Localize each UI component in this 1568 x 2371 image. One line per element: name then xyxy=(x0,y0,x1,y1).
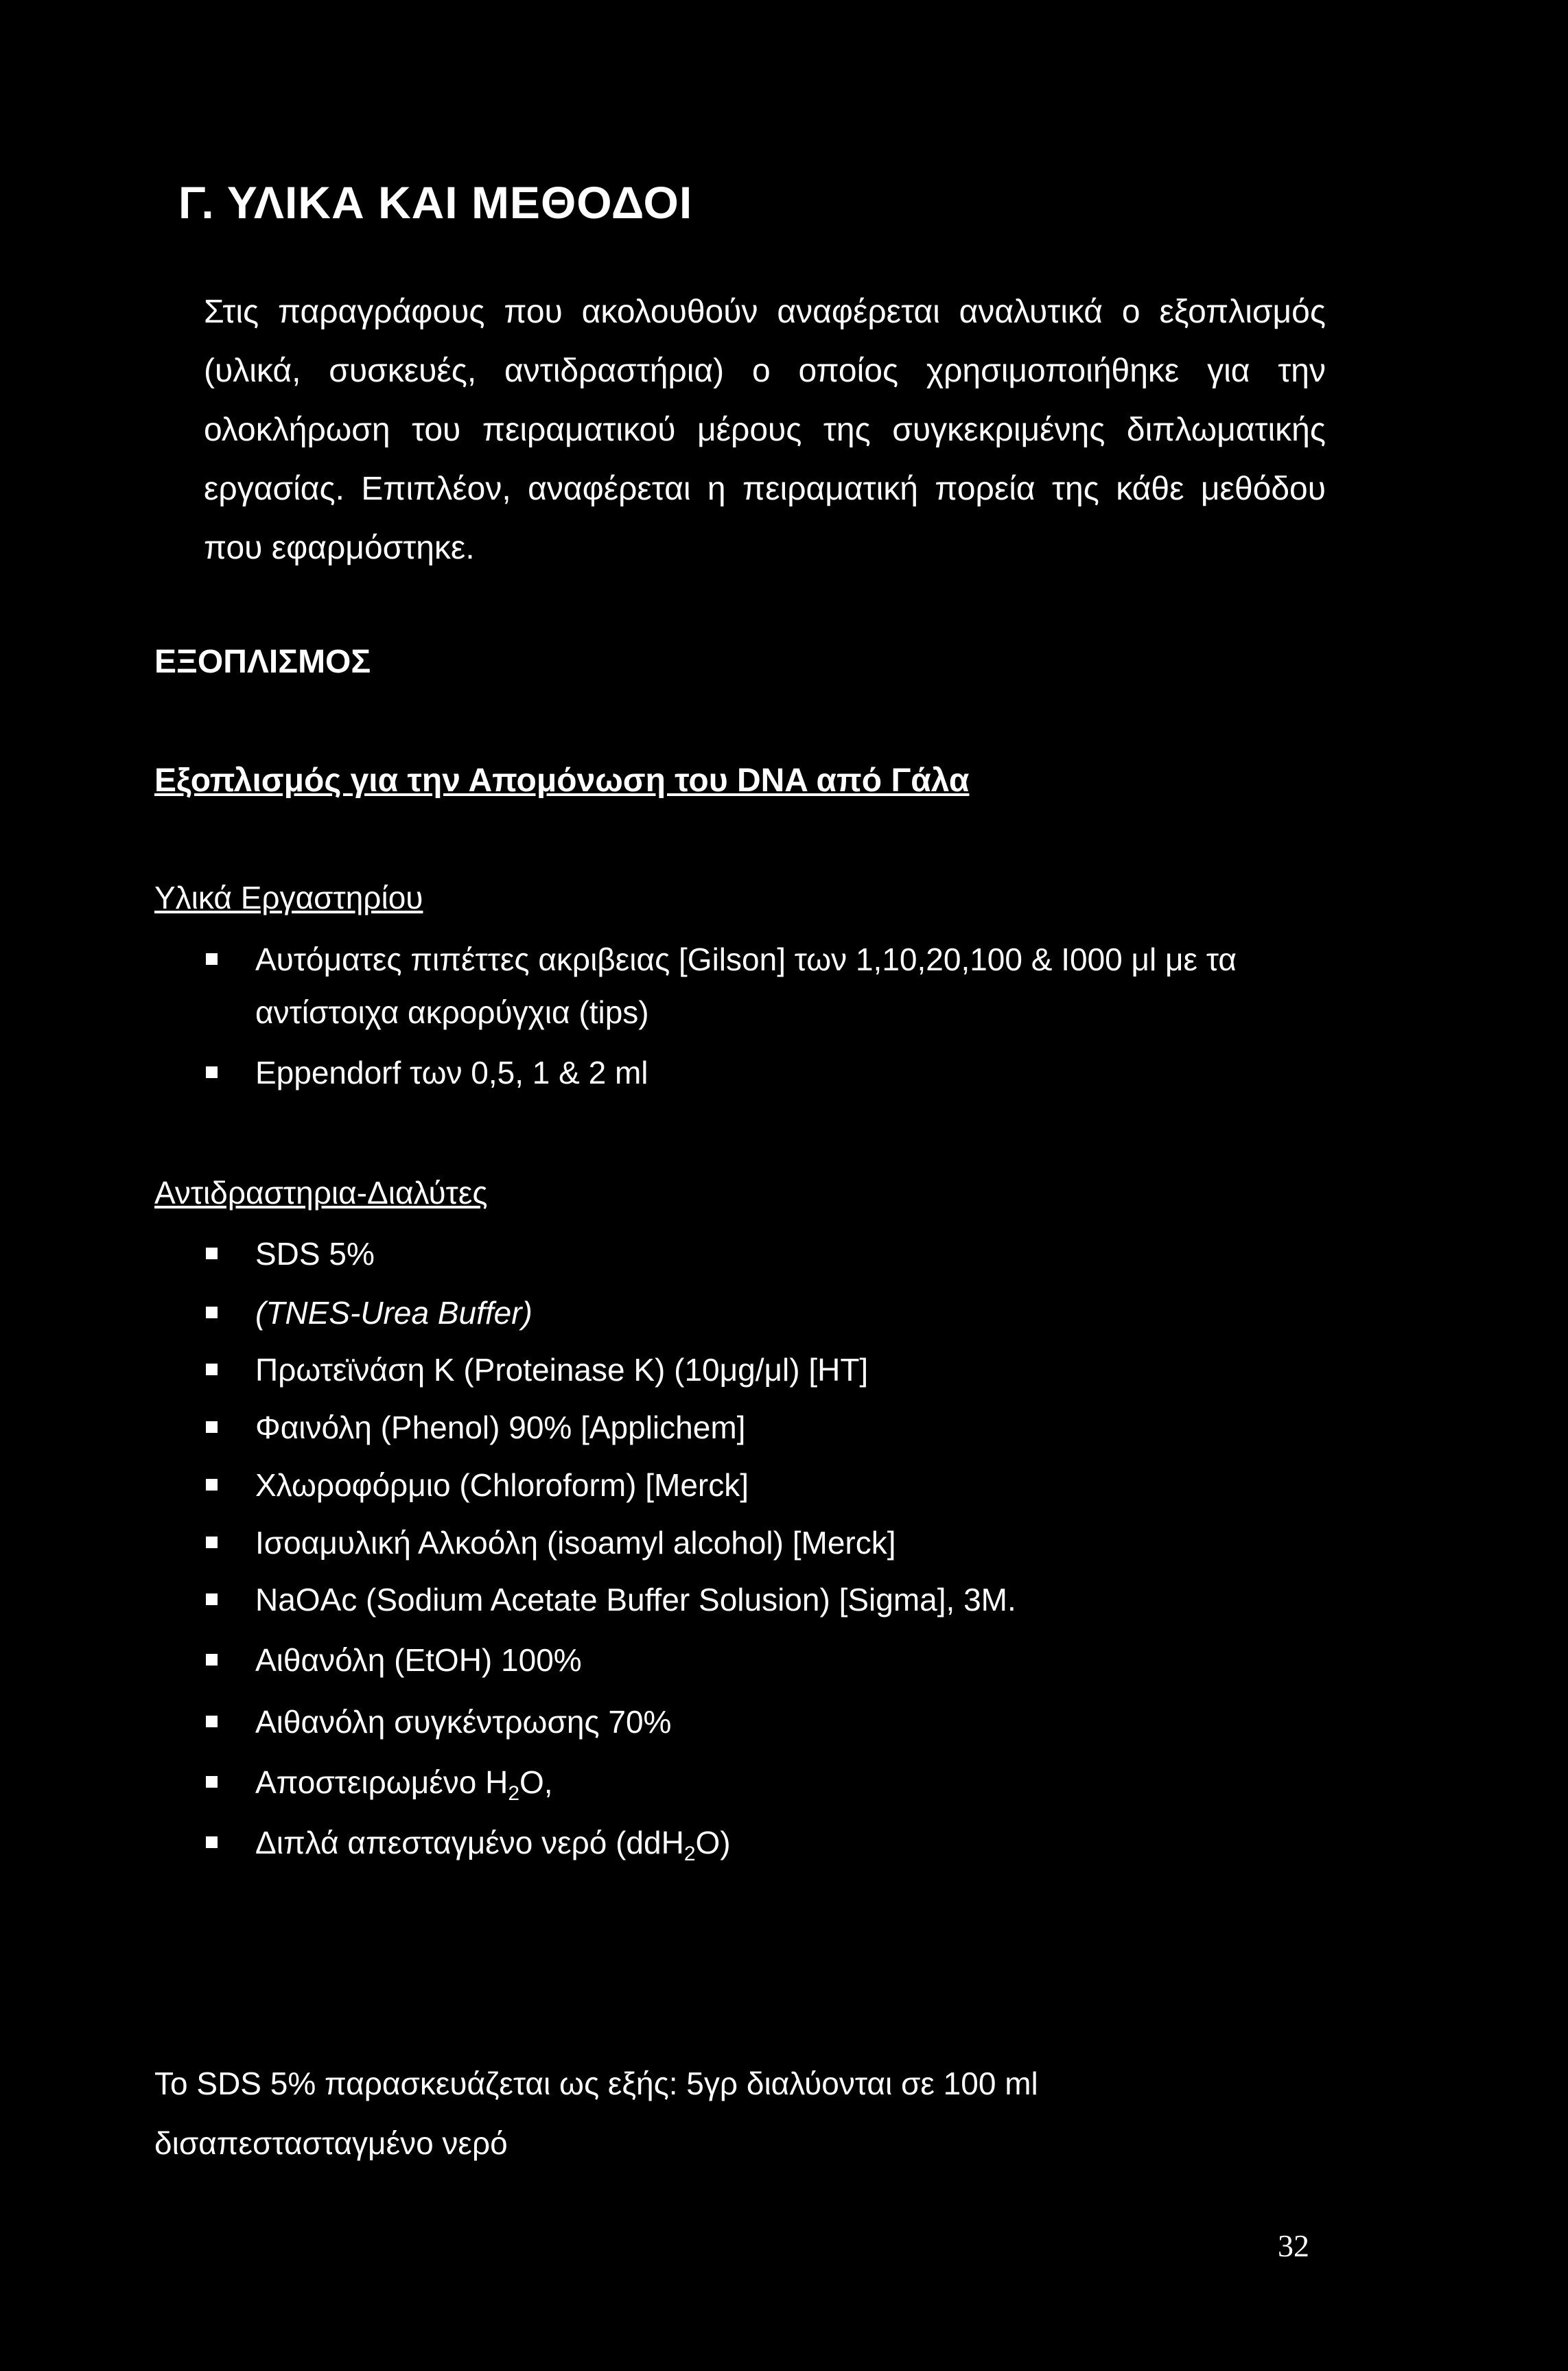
bullet-icon xyxy=(206,1248,218,1259)
bullet-icon xyxy=(206,1776,218,1788)
bullet-icon xyxy=(206,1307,218,1318)
list-item-text: Eppendorf των 0,5, 1 & 2 ml xyxy=(255,1055,648,1090)
reagents-title: Αντιδραστηρια-Διαλύτες xyxy=(154,1175,488,1211)
list-item-text: Αιθανόλη συγκέντρωσης 70% xyxy=(255,1704,672,1740)
list-item-text: Φαινόλη (Phenol) 90% [Applichem] xyxy=(255,1410,746,1445)
list-item-text: Αιθανόλη (EtOH) 100% xyxy=(255,1642,582,1678)
bullet-icon xyxy=(206,1836,218,1848)
bullet-icon xyxy=(206,1593,218,1605)
section-heading: ΕΞΟΠΛΙΣΜΟΣ xyxy=(154,644,371,680)
bullet-icon xyxy=(206,1066,218,1078)
bullet-icon xyxy=(206,1537,218,1548)
preparation-note-line2: δισαπεστασταγμένο νερό xyxy=(154,2125,508,2161)
list-item-text: Αυτόματες πιπέττες ακριβειας [Gilson] των 1,10,20,100 & Ι000 μl με τα xyxy=(255,942,1237,977)
preparation-note-line1: Το SDS 5% παρασκευάζεται ως εξής: 5γρ διαλύονται σε 100 ml xyxy=(154,2066,1038,2101)
list-item-text: Αποστειρωμένο $H_2O$, xyxy=(255,1764,553,1806)
list-item-text: Διπλά απεσταγμένο νερό (ddH$_2$O) xyxy=(255,1825,731,1866)
bullet-icon xyxy=(206,1716,218,1727)
list-item-text: αντίστοιχα ακρορύγχια (tips) xyxy=(255,994,649,1030)
subsection-heading: Εξοπλισμός για την Απομόνωση του DNA από Γάλα xyxy=(154,762,970,799)
page-number: 32 xyxy=(1278,2228,1309,2263)
bullet-icon xyxy=(206,1364,218,1375)
bullet-icon xyxy=(206,1654,218,1666)
list-item-text: NaOAc (Sodium Acetate Buffer Solusion) [Sigma], 3M. xyxy=(255,1582,1016,1617)
chapter-title: Γ. ΥΛΙΚΑ ΚΑΙ ΜΕΘΟΔΟΙ xyxy=(178,177,693,228)
bullet-icon xyxy=(206,953,218,965)
bullet-icon xyxy=(206,1479,218,1491)
intro-paragraph: Στις παραγράφους που ακολουθούν αναφέρεται αναλυτικά ο εξοπλισμός (υλικά, συσκευές, αντιδραστήρια) ο οποίος χρησιμοποιήθηκε για την ολοκλήρωση του πειραματικού μέρους της συγκεκριμένης διπλωματικής εργασίας. Επιπλέον, αναφέρεται η πειραματική πορεία της κάθε μεθόδου που εφαρμόστηκε. xyxy=(204,294,1326,566)
list-item-text: (TNES-Urea Buffer) xyxy=(255,1295,533,1331)
list-item-text: SDS 5% xyxy=(255,1236,375,1272)
list-item-text: Ισοαμυλική Αλκοόλη (isoamyl alcohol) [Merck] xyxy=(255,1525,896,1561)
bullet-icon xyxy=(206,1421,218,1433)
list-item-text: Πρωτεϊνάση Κ (Proteinase K) (10μg/μl) [HT] xyxy=(255,1352,869,1388)
list-item-text: Χλωροφόρμιο (Chloroform) [Merck] xyxy=(255,1467,749,1503)
lab-materials-title: Υλικά Εργαστηρίου xyxy=(154,880,423,915)
